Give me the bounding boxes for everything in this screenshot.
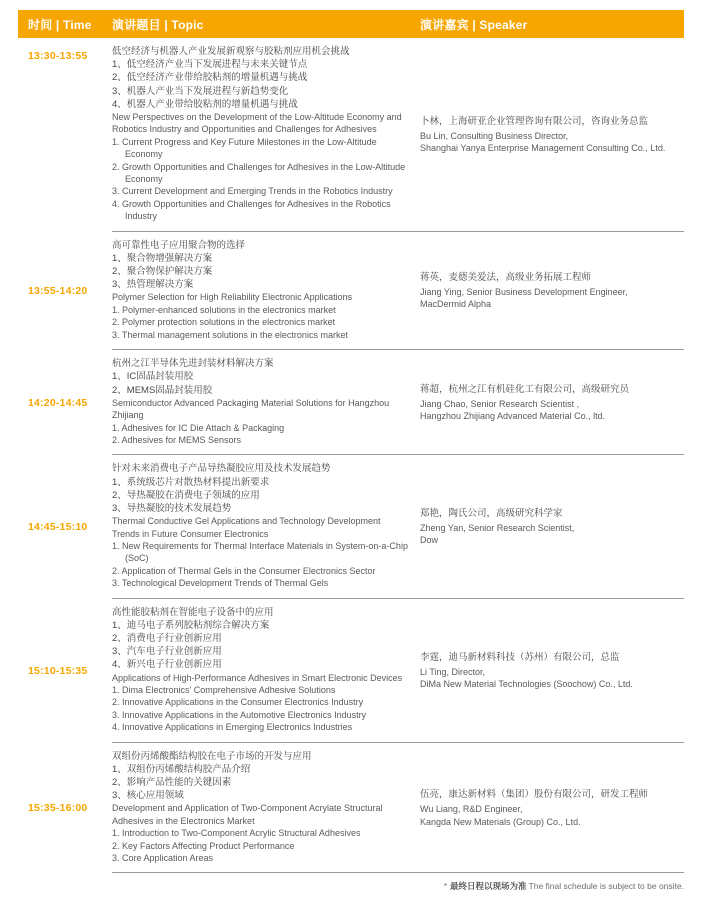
topic-title-en: New Perspectives on the Development of the Low-Altitude Economy and Robotics Industry and Opportunities and Challenges for Adhesives — [112, 112, 402, 135]
session-row — [18, 599, 684, 743]
speaker-line-en: Zheng Yan, Senior Research Scientist, — [420, 523, 575, 534]
speaker-line-en: Jiang Ying, Senior Business Development Engineer, — [420, 286, 628, 297]
topic-title-en: Polymer Selection for High Reliability Electronic Applications — [112, 292, 353, 303]
session-time: 15:35-16:00 — [28, 802, 88, 815]
speaker-name-cn: 卜林，上海研亚企业管理咨询有限公司，咨询业务总监 — [420, 115, 649, 127]
table-header — [18, 10, 684, 38]
topic-item-en: 3. Technological Development Trends of Thermal Gels — [112, 578, 329, 589]
session-speaker — [420, 599, 684, 743]
topic-title-cn: 高性能胶粘剂在智能电子设备中的应用 — [112, 606, 274, 618]
speaker-line-en: Li Ting, Director, — [420, 666, 486, 677]
topic-title-cn: 双组份丙烯酸酯结构胶在电子市场的开发与应用 — [112, 750, 312, 762]
topic-item-cn: 1、低空经济产业当下发展进程与未来关键节点 — [112, 59, 308, 71]
topic-title-en: Development and Application of Two-Component Acrylate Structural Adhesives in the Electronics Market — [112, 803, 383, 826]
session-time: 14:45-15:10 — [28, 520, 88, 533]
topic-list-en — [112, 136, 410, 223]
topic-item-en: 3. Thermal management solutions in the electronics market — [112, 329, 348, 340]
footer-note — [18, 873, 684, 904]
footer-note-en: The final schedule is subject to be onsite. — [528, 881, 684, 892]
speaker-name-cn: 伍亮，康达新材料（集团）股份有限公司，研发工程师 — [420, 789, 649, 801]
topic-item-cn: 1、IC固晶封装用胶 — [112, 371, 194, 383]
topic-item-en: 4. Growth Opportunities and Challenges for Adhesives in the Robotics Industry — [112, 198, 391, 222]
agenda-body — [18, 38, 684, 873]
speaker-lines-en — [420, 286, 684, 311]
topic-list-cn — [112, 252, 410, 292]
topic-item-cn: 1、聚合物增强解决方案 — [112, 252, 213, 264]
topic-item-cn: 2、消费电子行业创新应用 — [112, 633, 222, 644]
topic-list-cn — [112, 763, 410, 803]
topic-item-cn: 2、导热凝胶在消费电子领域的应用 — [112, 489, 260, 501]
topic-item-en: 1. Adhesives for IC Die Attach & Packaging — [112, 422, 285, 433]
topic-item-en: 2. Innovative Applications in the Consumer Electronics Industry — [112, 697, 364, 708]
topic-item-cn: 1、系统级芯片对散热材料提出新要求 — [112, 476, 270, 488]
speaker-line-en: Bu Lin, Consulting Business Director, — [420, 130, 569, 141]
topic-item-cn: 4、新兴电子行业创新应用 — [112, 659, 222, 671]
speaker-line-en: Jiang Chao, Senior Research Scientist , — [420, 398, 580, 409]
session-topic — [112, 455, 420, 598]
session-speaker — [420, 38, 684, 232]
session-row — [18, 232, 684, 350]
speaker-lines-en — [420, 522, 684, 547]
speaker-line-en: Hangzhou Zhijiang Advanced Material Co., ltd. — [420, 411, 606, 422]
topic-item-cn: 3、导热凝胶的技术发展趋势 — [112, 502, 232, 514]
speaker-name-cn: 李霆，迪马新材料科技（苏州）有限公司，总监 — [420, 651, 620, 663]
topic-item-en: 2. Growth Opportunities and Challenges for Adhesives in the Low-Altitude Economy — [112, 161, 406, 185]
topic-list-en — [112, 540, 410, 590]
topic-list-cn — [112, 476, 410, 516]
topic-item-cn: 2、影响产品性能的关键因素 — [112, 777, 232, 789]
header-topic-column: 演讲题目 | Topic — [112, 17, 204, 32]
topic-title-en: Semiconductor Advanced Packaging Material Solutions for Hangzhou Zhijiang — [112, 397, 390, 421]
speaker-line-en: Dow — [420, 535, 439, 546]
speaker-lines-en — [420, 398, 684, 423]
topic-item-en: 2. Application of Thermal Gels in the Consumer Electronics Sector — [112, 565, 376, 576]
speaker-lines-en — [420, 130, 684, 155]
topic-title-en: Applications of High-Performance Adhesives in Smart Electronic Devices — [112, 672, 403, 683]
topic-list-cn — [112, 370, 410, 396]
topic-item-en: 1. New Requirements for Thermal Interface Materials in System-on-a-Chip (SoC) — [112, 540, 408, 564]
topic-list-en — [112, 422, 410, 447]
topic-item-en: 3. Innovative Applications in the Automotive Electronics Industry — [112, 709, 367, 720]
speaker-name-cn: 蒋超，杭州之江有机硅化工有限公司，高级研究员 — [420, 383, 630, 395]
session-speaker — [420, 232, 684, 350]
session-topic — [112, 38, 420, 232]
session-row — [18, 743, 684, 874]
topic-item-cn: 1、迪马电子系列胶粘剂综合解决方案 — [112, 619, 270, 631]
speaker-lines-en — [420, 803, 684, 828]
topic-title-cn: 杭州之江半导体先进封装材料解决方案 — [112, 358, 274, 370]
session-row — [18, 350, 684, 455]
topic-item-en: 3. Current Development and Emerging Trends in the Robotics Industry — [112, 186, 393, 197]
footer-marker: * — [443, 881, 448, 892]
topic-title-cn: 低空经济与机器人产业发展新观察与胶粘剂应用机会挑战 — [112, 46, 350, 57]
topic-title-cn: 针对未来消费电子产品导热凝胶应用及技术发展趋势 — [112, 463, 331, 475]
header-speaker-column: 演讲嘉宾 | Speaker — [420, 17, 528, 32]
header-time-column: 时间 | Time — [28, 17, 92, 32]
topic-item-cn: 3、热管理解决方案 — [112, 279, 194, 291]
speaker-line-en: Wu Liang, R&D Engineer, — [420, 804, 523, 815]
session-time: 13:30-13:55 — [28, 50, 88, 62]
session-topic — [112, 232, 420, 350]
topic-title-en: Thermal Conductive Gel Applications and Technology Development Trends in Future Consumer Electronics — [112, 516, 381, 539]
topic-title-cn: 高可靠性电子应用聚合物的选择 — [112, 239, 246, 251]
session-topic — [112, 599, 420, 743]
session-speaker — [420, 743, 684, 874]
topic-item-en: 2. Adhesives for MEMS Sensors — [112, 434, 242, 445]
topic-item-cn: 4、机器人产业带给胶粘剂的增量机遇与挑战 — [112, 98, 298, 110]
speaker-name-cn: 蒋英，麦德美爱法，高级业务拓展工程师 — [420, 271, 592, 283]
session-speaker — [420, 350, 684, 455]
topic-item-en: 1. Dima Electronics' Comprehensive Adhesive Solutions — [112, 685, 336, 696]
topic-item-en: 3. Core Application Areas — [112, 853, 214, 864]
topic-item-cn: 3、机器人产业当下发展进程与新趋势变化 — [112, 85, 289, 97]
speaker-line-en: MacDermid Alpha — [420, 299, 492, 310]
speaker-name-cn: 郑艳，陶氏公司，高级研究科学家 — [420, 508, 563, 520]
speaker-line-en: DiMa New Material Technologies (Soochow) Co., Ltd. — [420, 679, 633, 690]
topic-item-cn: 3、核心应用领域 — [112, 790, 184, 802]
session-speaker — [420, 455, 684, 598]
topic-list-en — [112, 304, 410, 341]
topic-item-cn: 2、低空经济产业带给胶粘剂的增量机遇与挑战 — [112, 72, 308, 84]
footer-note-cn: 最终日程以现场为准 — [450, 881, 527, 892]
topic-item-en: 2. Polymer protection solutions in the electronics market — [112, 317, 336, 328]
speaker-line-en: Shanghai Yanya Enterprise Management Consulting Co., Ltd. — [420, 143, 666, 154]
session-row — [18, 38, 684, 232]
session-time: 15:10-15:35 — [28, 664, 88, 677]
session-topic — [112, 743, 420, 874]
topic-item-en: 2. Key Factors Affecting Product Performance — [112, 840, 295, 851]
session-row — [18, 455, 684, 598]
speaker-line-en: Kangda New Materials (Group) Co., Ltd. — [420, 816, 581, 827]
session-topic — [112, 350, 420, 455]
topic-item-en: 1. Polymer-enhanced solutions in the electronics market — [112, 304, 336, 315]
topic-list-cn — [112, 619, 410, 672]
topic-item-cn: 2、MEMS固晶封装用胶 — [112, 384, 213, 396]
topic-list-cn — [112, 58, 410, 111]
topic-item-en: 1. Current Progress and Key Future Milestones in the Low-Altitude Economy — [112, 136, 377, 160]
topic-item-en: 4. Innovative Applications in Emerging Electronics Industries — [112, 722, 353, 733]
session-time: 13:55-14:20 — [28, 284, 88, 297]
topic-list-en — [112, 684, 410, 734]
topic-item-cn: 2、聚合物保护解决方案 — [112, 266, 213, 278]
topic-item-cn: 3、汽车电子行业创新应用 — [112, 646, 222, 658]
topic-item-en: 1. Introduction to Two-Component Acrylic Structural Adhesives — [112, 828, 361, 839]
topic-item-cn: 1、双组份丙烯酸结构胶产品介绍 — [112, 763, 251, 775]
topic-list-en — [112, 827, 410, 864]
speaker-lines-en — [420, 666, 684, 691]
session-time: 14:20-14:45 — [28, 396, 88, 409]
